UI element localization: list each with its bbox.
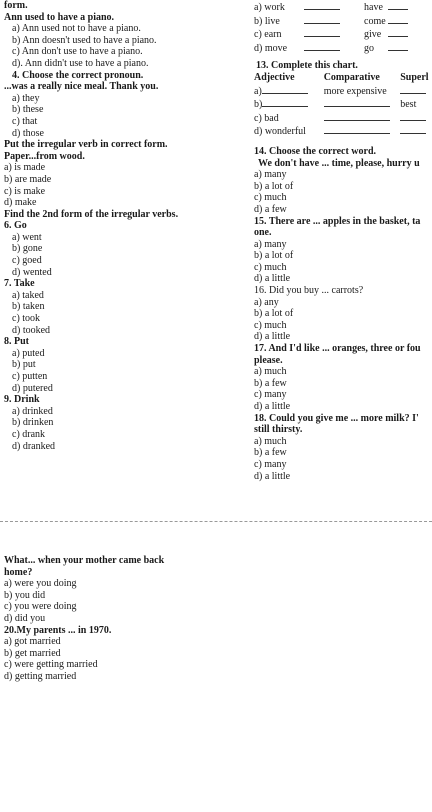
answer-blank	[262, 97, 308, 107]
right-line: d) a little	[254, 470, 291, 482]
left-line: c) took	[12, 313, 41, 325]
left-column	[4, 0, 178, 452]
left-line: Put the irregular verb in correct form.	[4, 139, 168, 151]
bottom-line: 20.My parents ... in 1970.	[4, 624, 112, 636]
verb-cell: a) work	[254, 2, 285, 13]
left-line: b) are made	[4, 173, 52, 185]
left-line: a) Ann used not to have a piano.	[12, 23, 141, 35]
right-line: 15. There are ... apples in the basket, ta	[254, 215, 421, 227]
right-line: a) many	[254, 238, 287, 250]
answer-blank	[324, 97, 390, 107]
left-line: b) taken	[12, 301, 45, 313]
bottom-line: home?	[4, 566, 33, 578]
left-line: d) those	[12, 127, 44, 139]
chart-header: Superl	[400, 71, 429, 83]
bottom-line: b) you did	[4, 589, 46, 601]
left-line: a) went	[12, 231, 42, 243]
left-line: ...was a really nice meal. Thank you.	[4, 81, 159, 93]
bottom-line: c) you were doing	[4, 601, 77, 613]
page-divider	[0, 521, 432, 522]
bottom-line: d) did you	[4, 612, 46, 624]
left-line: Find the 2nd form of the irregular verbs.	[4, 208, 179, 220]
verb-row	[254, 27, 410, 41]
left-line: b) these	[12, 104, 44, 116]
right-line: c) much	[254, 192, 287, 204]
right-line: d) a few	[254, 203, 287, 215]
left-line: d) putered	[12, 382, 53, 394]
left-line: a) is made	[4, 162, 46, 174]
bottom-line: c) were getting married	[4, 659, 98, 671]
verb-blank-table	[254, 0, 410, 54]
chart-row	[254, 111, 432, 125]
left-line: form.	[4, 0, 28, 11]
bottom-line: b) get married	[4, 647, 61, 659]
answer-blank	[388, 41, 408, 51]
chart-cell: d) wonderful	[254, 126, 306, 138]
chart-row	[254, 84, 432, 98]
chart-cell	[324, 124, 401, 138]
right-line: a) any	[254, 296, 279, 308]
left-line: c) that	[12, 115, 38, 127]
right-line: 17. And I'd like ... oranges, three or fou	[254, 343, 421, 355]
left-line: c) drank	[12, 428, 46, 440]
verb-cell: come	[364, 15, 386, 27]
answer-blank	[324, 111, 390, 121]
right-line: d) a little	[254, 401, 291, 412]
answer-blank	[400, 84, 426, 94]
left-line: 8. Put	[4, 336, 29, 348]
left-line: Paper...from wood.	[4, 150, 85, 162]
bottom-line: What... when your mother came back	[4, 555, 165, 566]
right-line: a) much	[254, 366, 287, 378]
left-line: d) wented	[12, 266, 52, 278]
verb-cell: go	[364, 42, 374, 54]
left-line: a) drinked	[12, 405, 53, 417]
right-line: 18. Could you give me ... more milk? I'	[254, 412, 419, 424]
right-line: a) many	[254, 169, 287, 181]
verb-row	[254, 41, 410, 55]
right-line: 16. Did you buy ... carrots?	[254, 285, 364, 297]
left-line: b) Ann doesn't used to have a piano.	[12, 34, 157, 46]
bottom-line: a) were you doing	[4, 578, 77, 590]
chart-title: 13. Complete this chart.	[256, 60, 358, 72]
chart-cell: best	[400, 99, 417, 111]
chart-header: Adjective	[254, 71, 295, 83]
answer-blank	[388, 14, 408, 24]
answer-blank	[400, 111, 426, 121]
left-line: c) goed	[12, 255, 42, 267]
answer-blank	[304, 14, 340, 24]
left-line: a) puted	[12, 347, 45, 359]
chart-cell: a)	[254, 84, 324, 98]
answer-blank	[262, 84, 308, 94]
answer-blank	[304, 27, 340, 37]
left-line: 7. Take	[4, 278, 35, 290]
left-line: 6. Go	[4, 220, 27, 232]
verb-cell: have	[364, 2, 383, 13]
left-line: c) putten	[12, 371, 48, 382]
right-line: We don't have ... time, please, hurry u	[258, 157, 420, 169]
left-line: b) put	[12, 359, 36, 371]
verb-cell: give	[364, 29, 382, 41]
right-column	[254, 0, 432, 482]
left-line: b) gone	[12, 243, 43, 255]
comparison-chart	[254, 72, 432, 138]
right-line: c) much	[254, 319, 287, 331]
right-line: b) a lot of	[254, 250, 294, 262]
right-line: one.	[254, 227, 272, 239]
right-line: b) a lot of	[254, 180, 294, 192]
left-line: 9. Drink	[4, 394, 40, 406]
left-line: 4. Choose the correct pronoun.	[12, 69, 144, 81]
left-line: d) tooked	[12, 324, 51, 336]
chart-cell: more expensive	[323, 85, 387, 97]
left-line: c) Ann don't use to have a piano.	[12, 46, 143, 58]
right-line: b) a few	[254, 377, 287, 389]
right-line: a) much	[254, 435, 287, 447]
bottom-line: d) getting married	[4, 670, 77, 682]
verb-cell: d) move	[254, 42, 288, 54]
left-line: Ann used to have a piano.	[4, 11, 115, 23]
answer-blank	[388, 27, 408, 37]
right-line: please.	[254, 354, 283, 366]
chart-cell	[400, 124, 432, 138]
answer-blank	[324, 124, 390, 134]
right-line: d) a little	[254, 331, 291, 343]
answer-blank	[304, 41, 340, 51]
chart-cell	[324, 97, 401, 111]
answer-blank	[400, 124, 426, 134]
bottom-column	[4, 555, 164, 683]
right-line: c) many	[254, 389, 287, 401]
chart-cell	[324, 111, 401, 125]
left-line: c) is make	[4, 185, 46, 197]
verb-row	[254, 14, 410, 28]
verb-row	[254, 0, 410, 14]
left-line: a) taked	[12, 289, 44, 301]
right-line: b) a lot of	[254, 308, 294, 320]
right-line: d) a little	[254, 273, 291, 285]
right-line: b) a few	[254, 447, 287, 459]
left-line: d) dranked	[12, 440, 56, 452]
bottom-line: a) got married	[4, 636, 61, 648]
right-line: 14. Choose the correct word.	[254, 145, 377, 157]
chart-cell	[400, 84, 432, 98]
right-line: still thirsty.	[254, 424, 303, 436]
left-line: d) make	[4, 197, 37, 209]
right-line: c) many	[254, 458, 287, 470]
chart-cell: b)	[254, 97, 324, 111]
left-line: b) drinken	[12, 417, 54, 429]
chart-row	[254, 97, 432, 111]
verb-cell: c) earn	[254, 29, 282, 41]
verb-cell: b) live	[254, 15, 280, 27]
left-line: d). Ann didn't use to have a piano.	[12, 57, 149, 69]
chart-cell	[400, 111, 432, 125]
right-line: c) much	[254, 261, 287, 273]
chart-row	[254, 124, 432, 138]
answer-blank	[388, 0, 408, 10]
left-line: a) they	[12, 92, 40, 104]
right-questions	[254, 146, 432, 482]
chart-cell: c) bad	[254, 112, 279, 124]
answer-blank	[304, 0, 340, 10]
chart-header: Comparative	[323, 71, 380, 83]
